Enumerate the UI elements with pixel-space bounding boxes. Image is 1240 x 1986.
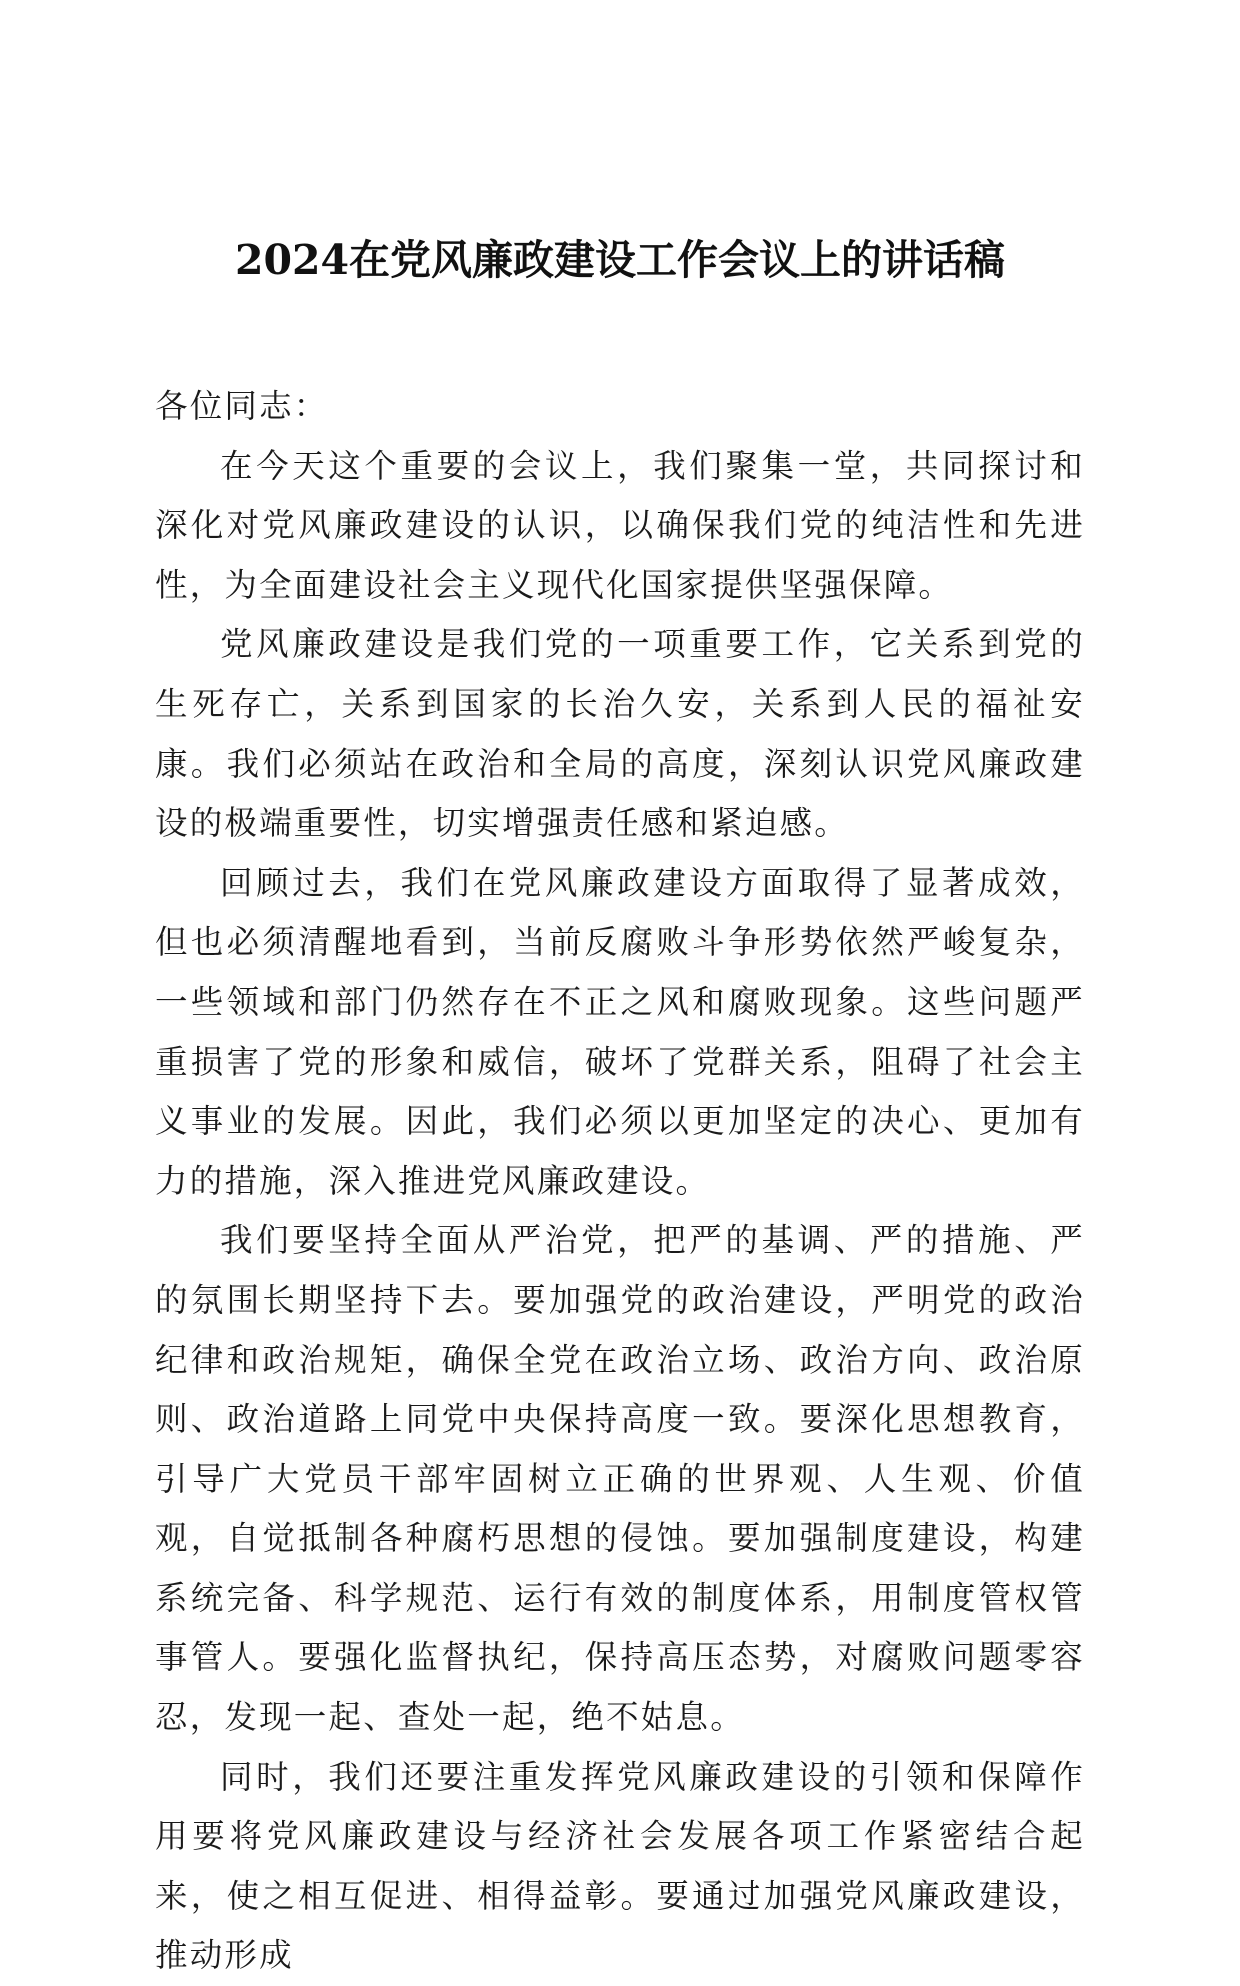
- page-title: 2024在党风廉政建设工作会议上的讲话稿: [234, 236, 1006, 284]
- speech-body: [155, 377, 1085, 1986]
- paragraph: 同时，我们还要注重发挥党风廉政建设的引领和保障作用要将党风廉政建设与经济社会发展各项工作紧密结合起来，使之相互促进、相得益彰。要通过加强党风廉政建设，推动形成: [155, 1757, 1085, 1975]
- paragraph: 党风廉政建设是我们党的一项重要工作，它关系到党的生死存亡，关系到国家的长治久安，关系到人民的福祉安康。我们必须站在政治和全局的高度，深刻认识党风廉政建设的极端重要性，切实增强责任感和紧迫感。: [155, 625, 1085, 843]
- paragraph: 我们要坚持全面从严治党，把严的基调、严的措施、严的氛围长期坚持下去。要加强党的政治建设，严明党的政治纪律和政治规矩，确保全党在政治立场、政治方向、政治原则、政治道路上同党中央保持高度一致。要深化思想教育，引导广大党员干部牢固树立正确的世界观、人生观、价值观，自觉抵制各种腐朽思想的侵蚀。要加强制度建设，构建系统完备、科学规范、运行有效的制度体系，用制度管权管事管人。要强化监督执纪，保持高压态势，对腐败问题零容忍，发现一起、查处一起，绝不姑息。: [155, 1221, 1085, 1737]
- salutation: 各位同志：: [155, 387, 329, 425]
- paragraph: 回顾过去，我们在党风廉政建设方面取得了显著成效，但也必须清醒地看到，当前反腐败斗争形势依然严峻复杂，一些领域和部门仍然存在不正之风和腐败现象。这些问题严重损害了党的形象和威信，破坏了党群关系，阻碍了社会主义事业的发展。因此，我们必须以更加坚定的决心、更加有力的措施，深入推进党风廉政建设。: [155, 863, 1085, 1200]
- paragraph: 在今天这个重要的会议上，我们聚集一堂，共同探讨和深化对党风廉政建设的认识，以确保我们党的纯洁性和先进性，为全面建设社会主义现代化国家提供坚强保障。: [155, 446, 1085, 604]
